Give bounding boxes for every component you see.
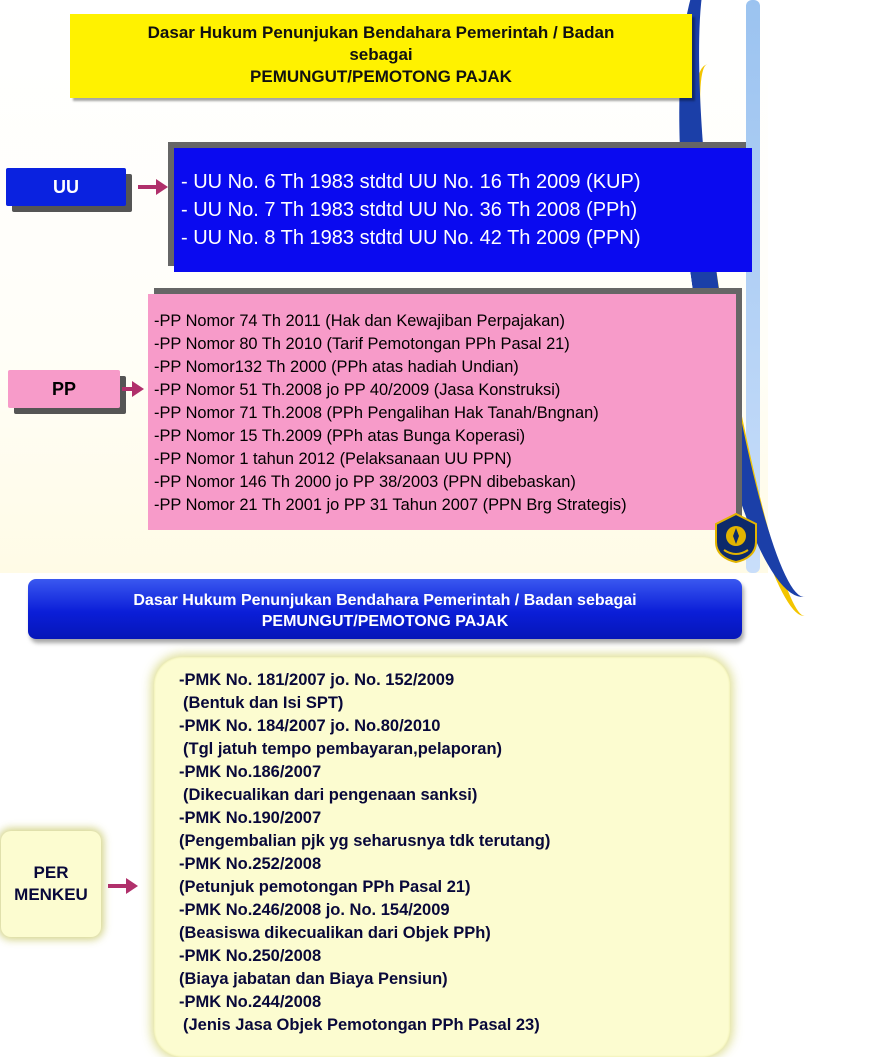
pmk-line: -PMK No.250/2008 xyxy=(179,947,322,965)
pp-item: -PP Nomor 80 Th 2010 (Tarif Pemotongan PPh Pasal 21) xyxy=(154,335,570,353)
ministry-emblem-icon xyxy=(712,512,760,564)
pp-item: -PP Nomor 21 Th 2001 jo PP 31 Tahun 2007 (PPN Brg Strategis) xyxy=(154,496,627,514)
per-menkeu-label-line: PER xyxy=(33,863,69,882)
slide-1-title-line: sebagai xyxy=(349,45,413,64)
pmk-line: -PMK No. 181/2007 jo. No. 152/2009 xyxy=(179,671,455,689)
slide-1-title-line: Dasar Hukum Penunjukan Bendahara Pemerintah / Badan xyxy=(147,23,615,42)
pmk-line: -PMK No. 184/2007 jo. No.80/2010 xyxy=(179,717,441,735)
pmk-line: -PMK No.246/2008 jo. No. 154/2009 xyxy=(179,901,450,919)
pp-item: -PP Nomor 1 tahun 2012 (Pelaksanaan UU PPN) xyxy=(154,450,512,468)
pmk-line: (Dikecualikan dari pengenaan sanksi) xyxy=(183,786,478,804)
pmk-line: (Biaya jabatan dan Biaya Pensiun) xyxy=(179,970,448,988)
uu-item: - UU No. 6 Th 1983 stdtd UU No. 16 Th 2009 (KUP) xyxy=(181,171,641,193)
slide-2-title-line: Dasar Hukum Penunjukan Bendahara Pemerintah / Badan sebagai xyxy=(133,592,637,609)
pmk-line: -PMK No.186/2007 xyxy=(179,763,322,781)
slide-2-title xyxy=(28,579,742,639)
pmk-line: (Beasiswa dikecualikan dari Objek PPh) xyxy=(179,924,491,942)
pmk-line: (Pengembalian pjk yg seharusnya tdk terutang) xyxy=(179,832,551,850)
uu-item: - UU No. 8 Th 1983 stdtd UU No. 42 Th 2009 (PPN) xyxy=(181,227,641,249)
pp-item: -PP Nomor 15 Th.2009 (PPh atas Bunga Koperasi) xyxy=(154,427,526,445)
pmk-line: (Jenis Jasa Objek Pemotongan PPh Pasal 23) xyxy=(183,1016,540,1034)
pp-item: -PP Nomor132 Th 2000 (PPh atas hadiah Undian) xyxy=(154,358,519,376)
uu-list xyxy=(174,148,752,272)
slide-1-title xyxy=(70,14,692,98)
pp-arrow-icon xyxy=(122,387,134,391)
pmk-line: -PMK No.190/2007 xyxy=(179,809,322,827)
pmk-line: -PMK No.244/2008 xyxy=(179,993,322,1011)
uu-label: UU xyxy=(6,168,126,206)
pmk-line: -PMK No.252/2008 xyxy=(179,855,322,873)
pp-label: PP xyxy=(8,370,120,408)
uu-arrow-icon xyxy=(138,185,158,189)
pp-item: -PP Nomor 71 Th.2008 (PPh Pengalihan Hak Tanah/Bngnan) xyxy=(154,404,599,422)
pmk-line: (Bentuk dan Isi SPT) xyxy=(183,694,344,712)
uu-item: - UU No. 7 Th 1983 stdtd UU No. 36 Th 2008 (PPh) xyxy=(181,199,638,221)
slide-1 xyxy=(0,0,768,573)
slide-1-title-line: PEMUNGUT/PEMOTONG PAJAK xyxy=(250,67,512,86)
slide-2 xyxy=(0,573,768,1034)
pp-item: -PP Nomor 146 Th 2000 jo PP 38/2003 (PPN dibebaskan) xyxy=(154,473,576,491)
slide-2-title-line: PEMUNGUT/PEMOTONG PAJAK xyxy=(261,613,509,630)
per-menkeu-label xyxy=(1,831,101,937)
pmk-line: (Petunjuk pemotongan PPh Pasal 21) xyxy=(179,878,471,896)
pmk-line: (Tgl jatuh tempo pembayaran,pelaporan) xyxy=(183,740,503,758)
per-menkeu-arrow-icon xyxy=(108,884,128,888)
pmk-list xyxy=(154,657,730,1057)
pp-item: -PP Nomor 74 Th 2011 (Hak dan Kewajiban Perpajakan) xyxy=(154,312,565,330)
pp-item: -PP Nomor 51 Th.2008 jo PP 40/2009 (Jasa Konstruksi) xyxy=(154,381,561,399)
pp-list xyxy=(148,294,736,530)
per-menkeu-label-line: MENKEU xyxy=(14,885,88,904)
